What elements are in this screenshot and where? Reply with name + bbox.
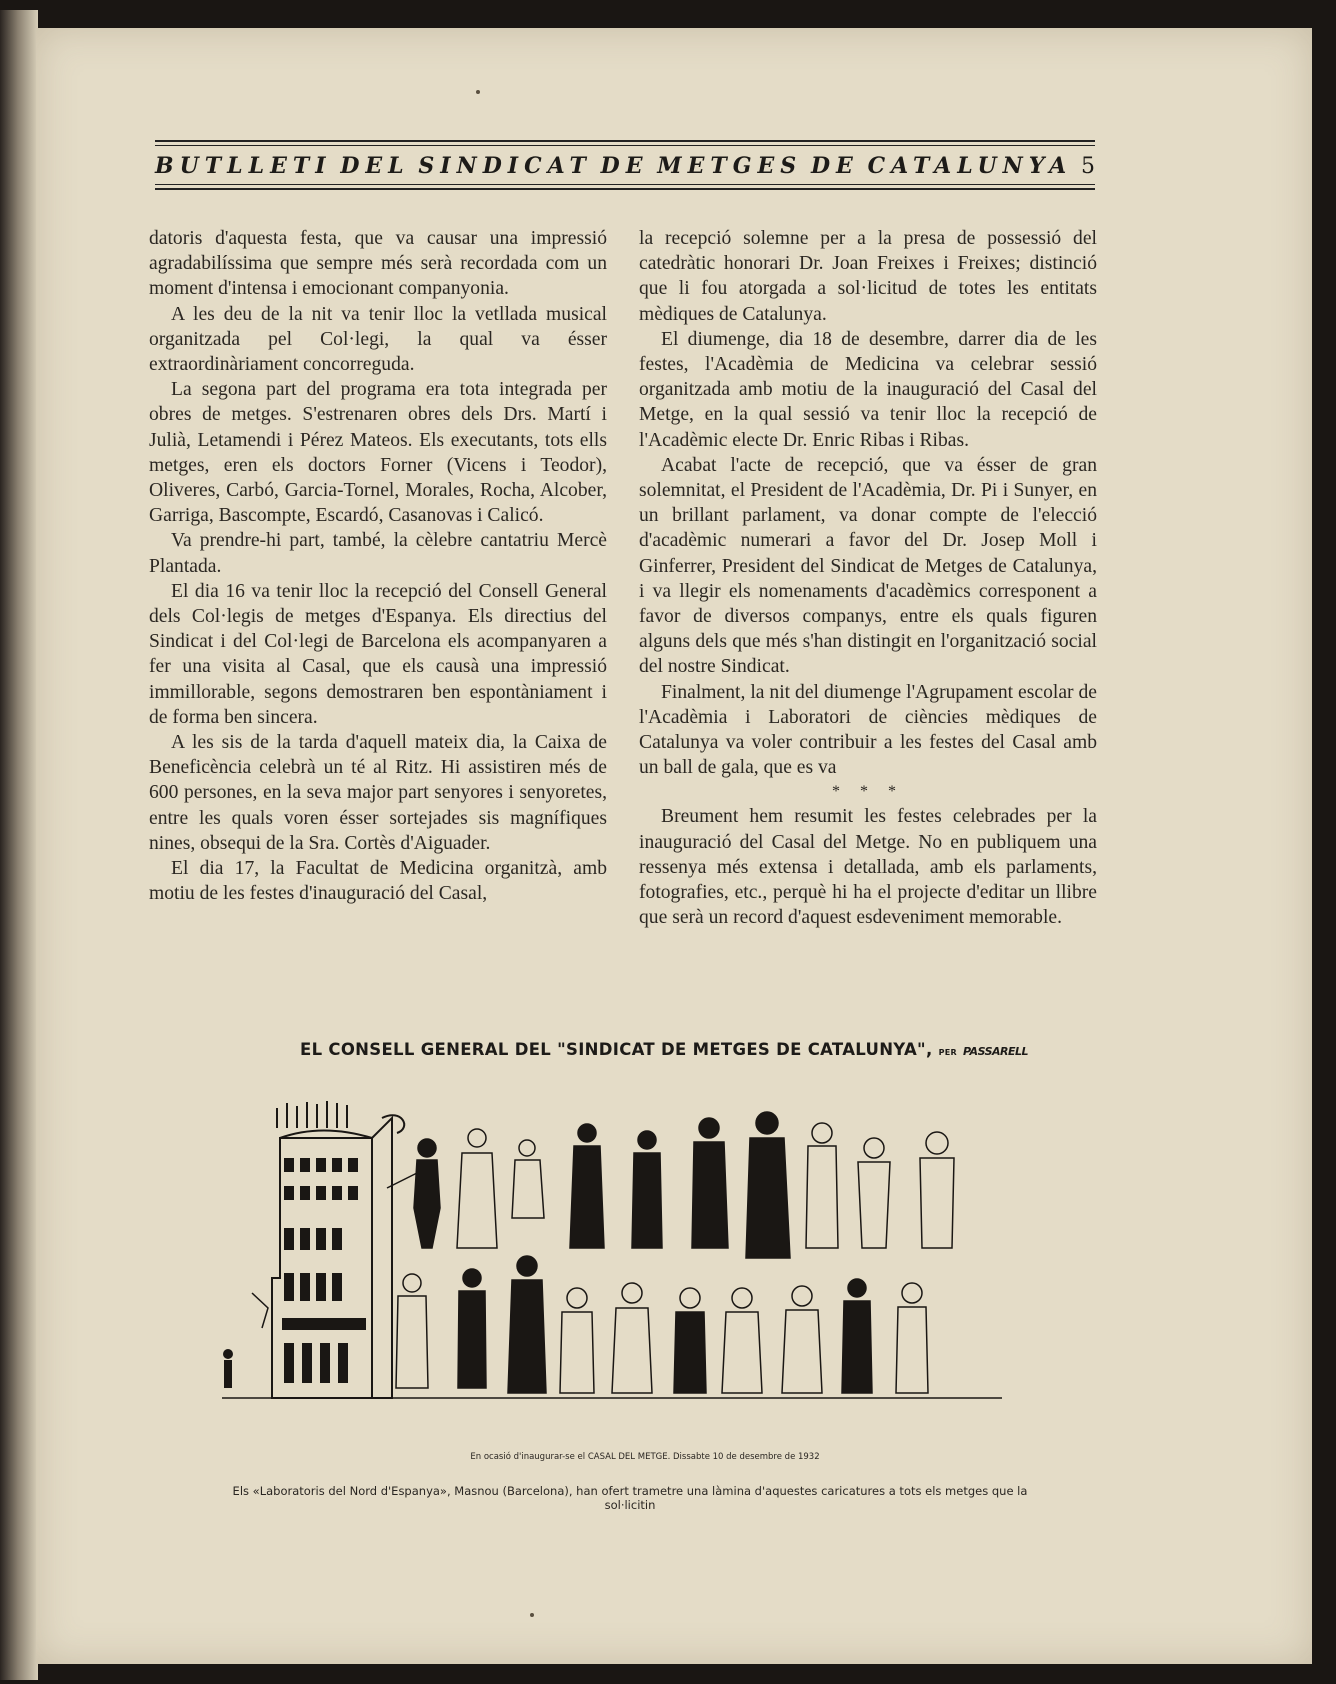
paper-speck bbox=[476, 90, 480, 94]
figure-by: PER bbox=[938, 1048, 957, 1057]
section-break: * * * bbox=[832, 783, 904, 801]
header-word: METGES bbox=[657, 153, 803, 179]
header-word: CATALUNYA bbox=[867, 153, 1073, 179]
binding-edge bbox=[0, 10, 38, 1680]
header-rule-bottom-thin bbox=[155, 184, 1095, 185]
figure-caption: En ocasió d'inaugurar-se el CASAL DEL METGE. Dissabte 10 de desembre de 1932 bbox=[470, 1452, 820, 1462]
paper-speck bbox=[530, 1613, 534, 1617]
paragraph: La segona part del programa era tota integrada per obres de metges. S'estrenaren obres dels Drs. Martí i Julià, Letamendi i Pérez Mateos. Els executants, tots ells metges, eren els doctors Forner (Vicens i Teodor), Oliveres, Carbó, Garcia-Tornel, Morales, Rocha, Alcober, Garriga, Bascompte, Escardó, Casanovas i Calicó. bbox=[149, 379, 607, 527]
figure-title-text: EL CONSELL GENERAL DEL "SINDICAT DE METGES DE CATALUNYA", bbox=[300, 1040, 933, 1059]
article-body bbox=[149, 226, 1098, 1016]
paragraph: Acabat l'acte de recepció, que va ésser de gran solemnitat, el President de l'Acadèmia, Dr. Pi i Sunyer, en un brillant parlament, va donar compte de l'elecció d'acadèmic numerari a favor del Dr. Josep Moll i Ginferrer, President del Sindicat de Metges de Catalunya, i va llegir els nomenaments d'acadèmics corresponent a favor de diversos companys, entre els quals figuren alguns dels que més s'han distingit en l'organització social del nostre Sindicat. bbox=[639, 454, 1097, 678]
artist-signature: PASSARELL bbox=[963, 1045, 1029, 1058]
left-column bbox=[149, 226, 607, 1016]
header-word: DE bbox=[810, 153, 859, 179]
paragraph: Breument hem resumit les festes celebrades per la inauguració del Casal del Metge. No en publiquem una ressenya més extensa i detallada, amb els parlaments, fotografies, etc., perquè hi ha el projecte d'editar un llibre que serà un record d'aquest esdeveniment memorable. bbox=[639, 806, 1097, 929]
paragraph: El dia 16 va tenir lloc la recepció del Consell General dels Col·legis de metges d'Espanya. Els directius del Sindicat i del Col·legi de Barcelona els acompanyaren a fer una visita al Casal, que els causà una impressió immillorable, segons demostraren ben espontàniament i de forma ben sincera. bbox=[149, 580, 607, 728]
paragraph: A les sis de la tarda d'aquell mateix dia, la Caixa de Beneficència celebrà un té al Ritz. Hi assistiren més de 600 persones, en la seva major part senyores i senyoretes, entre les quals voren ésser sortejades sis magnífiques nines, obsequi de la Sra. Cortès d'Aiguader. bbox=[149, 732, 607, 854]
header-title bbox=[155, 149, 1095, 181]
paragraph: El diumenge, dia 18 de desembre, darrer dia de les festes, l'Acadèmia de Medicina va celebrar sessió organitzada amb motiu de la inauguració del Casal del Metge, en la qual sessió va tenir lloc la recepció de l'Acadèmic electe Dr. Enric Ribas i Ribas. bbox=[639, 328, 1097, 451]
header-word: SINDICAT bbox=[418, 153, 592, 179]
paragraph: Finalment, la nit del diumenge l'Agrupament escolar de l'Acadèmia i Laboratori de ciències mèdiques de Catalunya va voler contribuir a les festes del Casal amb un ball de gala, que es va bbox=[639, 681, 1097, 779]
header-rule-bottom bbox=[155, 188, 1095, 190]
paragraph: datoris d'aquesta festa, que va causar una impressió agradabilíssima que sempre més serà recordada com un moment d'intensa i emocionant companyonia. bbox=[149, 228, 607, 300]
caricature-illustration bbox=[222, 1098, 1032, 1420]
right-column bbox=[639, 226, 1097, 1016]
header-rule-top-thin bbox=[155, 145, 1095, 146]
page-number: 5 bbox=[1080, 153, 1095, 179]
header-word: DE bbox=[600, 153, 649, 179]
paragraph: A les deu de la nit va tenir lloc la vetllada musical organitzada pel Col·legi, la qual va ésser extraordinàriament concorreguda. bbox=[149, 303, 607, 376]
caricature-drawing bbox=[222, 1098, 1032, 1420]
figure-note: Els «Laboratoris del Nord d'Espanya», Masnou (Barcelona), han ofert trametre una làmina d'aquestes caricatures a tots els metges que la sol·licitin bbox=[232, 1484, 1028, 1512]
paragraph: El dia 17, la Facultat de Medicina organitzà, amb motiu de les festes d'inauguració del Casal, bbox=[149, 858, 607, 905]
running-header bbox=[155, 137, 1095, 193]
figure-title bbox=[300, 1040, 1029, 1059]
header-rule-top bbox=[155, 140, 1095, 142]
paragraph: Va prendre-hi part, també, la cèlebre cantatriu Mercè Plantada. bbox=[149, 530, 607, 577]
header-word: BUTLLETI bbox=[155, 153, 332, 179]
header-word: DEL bbox=[340, 153, 410, 179]
paragraph: la recepció solemne per a la presa de possessió del catedràtic honorari Dr. Joan Freixes i Freixes; distinció que li fou atorgada a sol·licitud de totes les entitats mèdiques de Catalunya. bbox=[639, 228, 1097, 325]
